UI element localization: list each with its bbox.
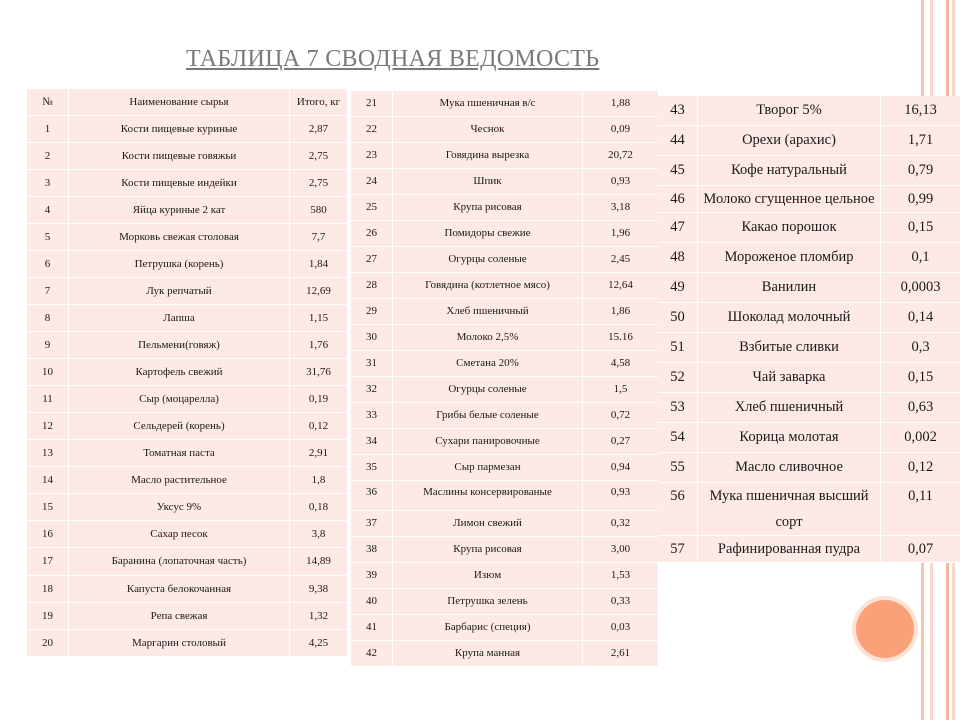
row-item-name: Кости пищевые индейки [69, 170, 290, 197]
table-row [351, 429, 658, 455]
table-row [27, 224, 347, 251]
table-row [658, 536, 960, 563]
table-row [351, 615, 658, 641]
table-row [351, 273, 658, 299]
row-number: 34 [351, 429, 393, 455]
row-item-name: Крупа рисовая [393, 195, 583, 221]
row-number: 53 [658, 393, 698, 423]
row-number: 57 [658, 536, 698, 563]
row-number: 29 [351, 299, 393, 325]
row-total-kg: 1,53 [583, 563, 658, 589]
row-item-name: Сыр (моцарелла) [69, 386, 290, 413]
table-row [27, 143, 347, 170]
row-total-kg: 2,45 [583, 247, 658, 273]
row-total-kg: 12,69 [290, 278, 347, 305]
row-item-name: Корица молотая [698, 423, 881, 453]
row-number: 32 [351, 377, 393, 403]
row-item-name: Маргарин столовый [69, 630, 290, 657]
row-number: 43 [658, 96, 698, 126]
row-item-name: Масло растительное [69, 467, 290, 494]
table-row [351, 481, 658, 511]
table-row [27, 576, 347, 603]
row-total-kg: 0,07 [881, 536, 960, 563]
row-number: 41 [351, 615, 393, 641]
table-row [351, 351, 658, 377]
row-total-kg: 1,32 [290, 603, 347, 630]
row-item-name: Лук репчатый [69, 278, 290, 305]
row-total-kg: 31,76 [290, 359, 347, 386]
header-total: Итого, кг [290, 89, 347, 116]
row-number: 36 [351, 481, 393, 511]
table-row [658, 483, 960, 536]
row-total-kg: 0,1 [881, 243, 960, 273]
row-total-kg: 0,32 [583, 511, 658, 537]
row-total-kg: 0,15 [881, 363, 960, 393]
table-row [27, 359, 347, 386]
table-row [27, 440, 347, 467]
table-row [27, 386, 347, 413]
row-number: 19 [27, 603, 69, 630]
row-number: 20 [27, 630, 69, 657]
row-number: 45 [658, 156, 698, 186]
row-item-name: Хлеб пшеничный [698, 393, 881, 423]
row-number: 11 [27, 386, 69, 413]
row-total-kg: 0,09 [583, 117, 658, 143]
table-row [658, 186, 960, 213]
row-item-name: Капуста белокочанная [69, 576, 290, 603]
row-number: 23 [351, 143, 393, 169]
row-total-kg: 0,94 [583, 455, 658, 481]
row-total-kg: 1,84 [290, 251, 347, 278]
row-number: 28 [351, 273, 393, 299]
row-item-name: Молоко сгущенное цельное [698, 186, 881, 213]
table-row [658, 156, 960, 186]
row-number: 8 [27, 305, 69, 332]
row-total-kg: 1,71 [881, 126, 960, 156]
row-total-kg: 1,8 [290, 467, 347, 494]
table-row [27, 305, 347, 332]
row-total-kg: 1,5 [583, 377, 658, 403]
row-number: 10 [27, 359, 69, 386]
row-total-kg: 0,3 [881, 333, 960, 363]
row-item-name: Сахар песок [69, 521, 290, 548]
row-item-name: Баранина (лопаточная часть) [69, 548, 290, 576]
row-total-kg: 7,7 [290, 224, 347, 251]
row-number: 50 [658, 303, 698, 333]
row-total-kg: 0,99 [881, 186, 960, 213]
table-row [658, 333, 960, 363]
table-row [351, 221, 658, 247]
row-number: 24 [351, 169, 393, 195]
row-item-name: Сметана 20% [393, 351, 583, 377]
row-item-name: Мука пшеничная в/с [393, 91, 583, 117]
row-number: 26 [351, 221, 393, 247]
row-total-kg: 3,00 [583, 537, 658, 563]
row-item-name: Чай заварка [698, 363, 881, 393]
row-number: 33 [351, 403, 393, 429]
row-total-kg: 0,0003 [881, 273, 960, 303]
row-total-kg: 0,93 [583, 481, 658, 511]
row-total-kg: 1,88 [583, 91, 658, 117]
row-total-kg: 1,15 [290, 305, 347, 332]
row-total-kg: 4,58 [583, 351, 658, 377]
table-row [351, 247, 658, 273]
row-item-name: Взбитые сливки [698, 333, 881, 363]
row-number: 21 [351, 91, 393, 117]
row-total-kg: 2,75 [290, 143, 347, 170]
row-total-kg: 0,19 [290, 386, 347, 413]
row-total-kg: 1,76 [290, 332, 347, 359]
row-number: 18 [27, 576, 69, 603]
table-row [351, 455, 658, 481]
row-number: 2 [27, 143, 69, 170]
table-row [351, 377, 658, 403]
row-number: 37 [351, 511, 393, 537]
row-total-kg: 0,33 [583, 589, 658, 615]
row-item-name: Петрушка зелень [393, 589, 583, 615]
row-item-name: Лимон свежий [393, 511, 583, 537]
table-row [27, 467, 347, 494]
row-total-kg: 12,64 [583, 273, 658, 299]
row-total-kg: 0,93 [583, 169, 658, 195]
row-number: 4 [27, 197, 69, 224]
row-number: 38 [351, 537, 393, 563]
row-number: 16 [27, 521, 69, 548]
row-number: 27 [351, 247, 393, 273]
row-number: 42 [351, 641, 393, 667]
row-number: 5 [27, 224, 69, 251]
row-number: 14 [27, 467, 69, 494]
table-row [658, 126, 960, 156]
row-item-name: Грибы белые соленые [393, 403, 583, 429]
row-number: 51 [658, 333, 698, 363]
row-item-name: Мука пшеничная высший сорт [698, 483, 881, 536]
table-row [351, 299, 658, 325]
row-total-kg: 0,15 [881, 213, 960, 243]
row-total-kg: 0,002 [881, 423, 960, 453]
table-row [27, 332, 347, 359]
table-row [27, 494, 347, 521]
row-item-name: Кости пищевые говяжьи [69, 143, 290, 170]
row-total-kg: 0,72 [583, 403, 658, 429]
table-row [27, 603, 347, 630]
table-row [27, 278, 347, 305]
row-number: 55 [658, 453, 698, 483]
row-item-name: Шоколад молочный [698, 303, 881, 333]
row-number: 22 [351, 117, 393, 143]
row-item-name: Петрушка (корень) [69, 251, 290, 278]
table-row [27, 548, 347, 576]
table-row [658, 96, 960, 126]
table-row [351, 117, 658, 143]
row-total-kg: 1,96 [583, 221, 658, 247]
row-item-name: Барбарис (специя) [393, 615, 583, 641]
row-total-kg: 0,63 [881, 393, 960, 423]
row-number: 7 [27, 278, 69, 305]
summary-table-1 [27, 89, 347, 657]
table-row [658, 453, 960, 483]
row-number: 31 [351, 351, 393, 377]
row-item-name: Пельмени(говяж) [69, 332, 290, 359]
row-number: 35 [351, 455, 393, 481]
table-row [351, 195, 658, 221]
row-item-name: Масло сливочное [698, 453, 881, 483]
row-item-name: Изюм [393, 563, 583, 589]
row-item-name: Огурцы соленые [393, 247, 583, 273]
row-total-kg: 0,03 [583, 615, 658, 641]
row-number: 30 [351, 325, 393, 351]
row-item-name: Хлеб пшеничный [393, 299, 583, 325]
row-number: 44 [658, 126, 698, 156]
row-total-kg: 0,14 [881, 303, 960, 333]
row-total-kg: 0,12 [881, 453, 960, 483]
table-row [658, 273, 960, 303]
row-number: 40 [351, 589, 393, 615]
table-row [27, 521, 347, 548]
row-item-name: Рафинированная пудра [698, 536, 881, 563]
row-item-name: Мороженое пломбир [698, 243, 881, 273]
row-total-kg: 20,72 [583, 143, 658, 169]
table-row [658, 303, 960, 333]
row-total-kg: 2,61 [583, 641, 658, 667]
table-row [351, 537, 658, 563]
row-item-name: Орехи (арахис) [698, 126, 881, 156]
row-item-name: Какао порошок [698, 213, 881, 243]
row-number: 3 [27, 170, 69, 197]
row-total-kg: 2,87 [290, 116, 347, 143]
row-total-kg: 0,12 [290, 413, 347, 440]
row-item-name: Крупа манная [393, 641, 583, 667]
table-row [27, 630, 347, 657]
row-item-name: Томатная паста [69, 440, 290, 467]
row-total-kg: 15.16 [583, 325, 658, 351]
row-number: 48 [658, 243, 698, 273]
row-item-name: Творог 5% [698, 96, 881, 126]
table-row [351, 403, 658, 429]
row-item-name: Ванилин [698, 273, 881, 303]
row-item-name: Сухари панировочные [393, 429, 583, 455]
table-row [351, 325, 658, 351]
row-item-name: Уксус 9% [69, 494, 290, 521]
row-item-name: Картофель свежий [69, 359, 290, 386]
row-number: 12 [27, 413, 69, 440]
table-row [658, 393, 960, 423]
table-row [351, 589, 658, 615]
row-number: 52 [658, 363, 698, 393]
row-number: 46 [658, 186, 698, 213]
row-number: 13 [27, 440, 69, 467]
row-total-kg: 9,38 [290, 576, 347, 603]
row-total-kg: 0,18 [290, 494, 347, 521]
table-row [658, 363, 960, 393]
row-item-name: Яйца куриные 2 кат [69, 197, 290, 224]
row-item-name: Огурцы соленые [393, 377, 583, 403]
row-item-name: Говядина (котлетное мясо) [393, 273, 583, 299]
table-row [27, 170, 347, 197]
row-number: 17 [27, 548, 69, 576]
row-number: 9 [27, 332, 69, 359]
row-number: 39 [351, 563, 393, 589]
table-header-row [27, 89, 347, 116]
row-total-kg: 2,91 [290, 440, 347, 467]
table-row [351, 169, 658, 195]
table-row [351, 511, 658, 537]
row-number: 47 [658, 213, 698, 243]
row-total-kg: 3,8 [290, 521, 347, 548]
table-row [658, 213, 960, 243]
row-total-kg: 0,79 [881, 156, 960, 186]
table-row [351, 143, 658, 169]
row-total-kg: 14,89 [290, 548, 347, 576]
row-item-name: Лапша [69, 305, 290, 332]
row-total-kg: 16,13 [881, 96, 960, 126]
table-row [27, 413, 347, 440]
table-row [351, 91, 658, 117]
row-item-name: Сельдерей (корень) [69, 413, 290, 440]
row-number: 6 [27, 251, 69, 278]
table-row [27, 251, 347, 278]
row-item-name: Морковь свежая столовая [69, 224, 290, 251]
header-name: Наименование сырья [69, 89, 290, 116]
row-total-kg: 4,25 [290, 630, 347, 657]
row-total-kg: 3,18 [583, 195, 658, 221]
table-row [27, 116, 347, 143]
row-number: 25 [351, 195, 393, 221]
row-item-name: Сыр пармезан [393, 455, 583, 481]
row-total-kg: 0,27 [583, 429, 658, 455]
row-item-name: Репа свежая [69, 603, 290, 630]
row-total-kg: 580 [290, 197, 347, 224]
header-number: № [27, 89, 69, 116]
table-row [351, 563, 658, 589]
row-number: 49 [658, 273, 698, 303]
row-item-name: Кофе натуральный [698, 156, 881, 186]
table-row [658, 243, 960, 273]
row-item-name: Крупа рисовая [393, 537, 583, 563]
decor-circle [856, 600, 914, 658]
page-title: ТАБЛИЦА 7 СВОДНАЯ ВЕДОМОСТЬ [186, 46, 600, 72]
table-row [27, 197, 347, 224]
row-total-kg: 2,75 [290, 170, 347, 197]
row-total-kg: 1,86 [583, 299, 658, 325]
row-number: 56 [658, 483, 698, 536]
table-row [658, 423, 960, 453]
row-number: 1 [27, 116, 69, 143]
summary-table-3 [658, 96, 960, 563]
row-item-name: Чеснок [393, 117, 583, 143]
row-item-name: Молоко 2,5% [393, 325, 583, 351]
row-number: 15 [27, 494, 69, 521]
row-item-name: Помидоры свежие [393, 221, 583, 247]
table-row [351, 641, 658, 667]
row-item-name: Кости пищевые куриные [69, 116, 290, 143]
row-item-name: Шпик [393, 169, 583, 195]
row-item-name: Говядина вырезка [393, 143, 583, 169]
row-number: 54 [658, 423, 698, 453]
row-total-kg: 0,11 [881, 483, 960, 536]
row-item-name: Маслины консервированые [393, 481, 583, 511]
summary-table-2 [351, 91, 658, 667]
